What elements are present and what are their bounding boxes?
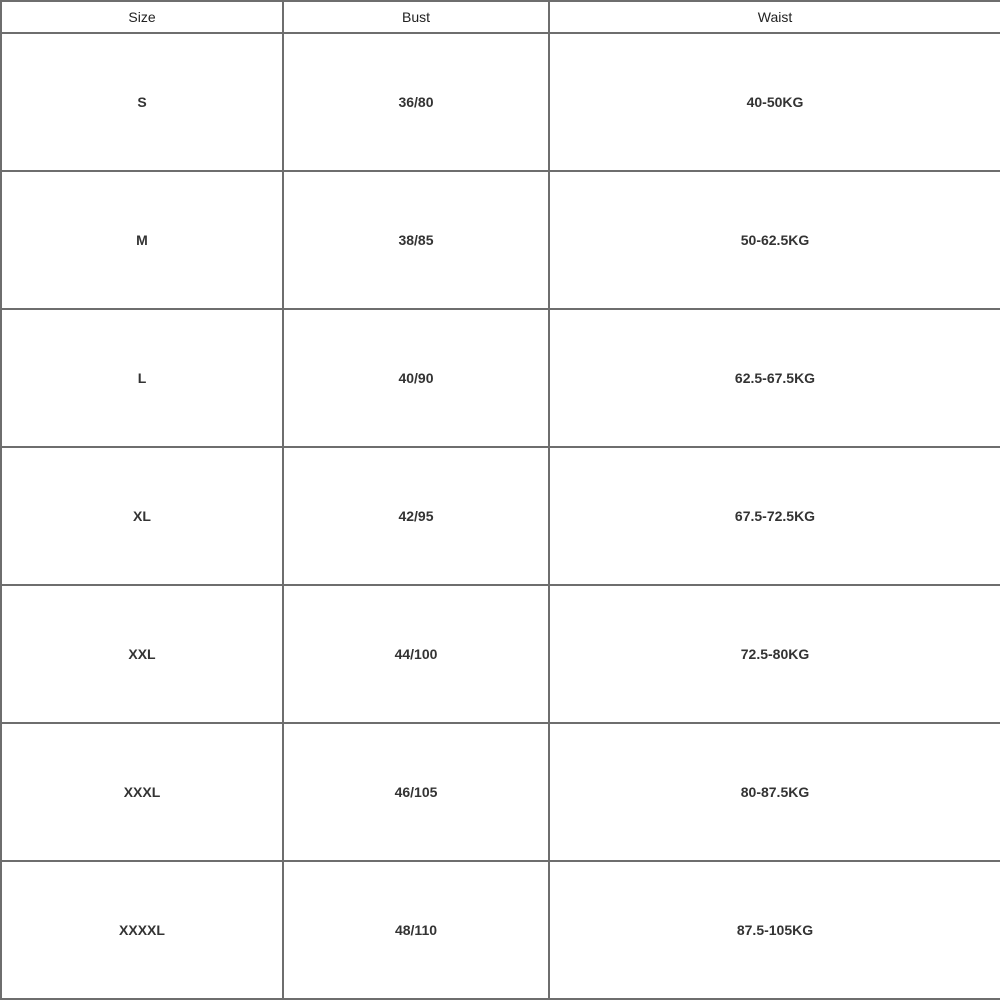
header-row [1,1,1000,33]
header-size: Size [1,1,283,33]
table-row [1,447,1000,585]
table-row [1,309,1000,447]
bust-cell: 46/105 [283,723,549,861]
table-row [1,723,1000,861]
waist-cell: 87.5-105KG [549,861,1000,999]
size-cell: XL [1,447,283,585]
waist-cell: 67.5-72.5KG [549,447,1000,585]
waist-cell: 72.5-80KG [549,585,1000,723]
size-cell: S [1,33,283,171]
table-header [1,1,1000,33]
table-body [1,33,1000,999]
size-cell: XXXL [1,723,283,861]
bust-cell: 44/100 [283,585,549,723]
waist-cell: 50-62.5KG [549,171,1000,309]
waist-cell: 40-50KG [549,33,1000,171]
table-row [1,33,1000,171]
size-cell: XXXXL [1,861,283,999]
waist-cell: 62.5-67.5KG [549,309,1000,447]
table-row [1,861,1000,999]
table-row [1,585,1000,723]
bust-cell: 36/80 [283,33,549,171]
waist-cell: 80-87.5KG [549,723,1000,861]
bust-cell: 40/90 [283,309,549,447]
size-cell: M [1,171,283,309]
size-cell: L [1,309,283,447]
header-waist: Waist [549,1,1000,33]
bust-cell: 38/85 [283,171,549,309]
table-row [1,171,1000,309]
bust-cell: 42/95 [283,447,549,585]
size-cell: XXL [1,585,283,723]
bust-cell: 48/110 [283,861,549,999]
header-bust: Bust [283,1,549,33]
